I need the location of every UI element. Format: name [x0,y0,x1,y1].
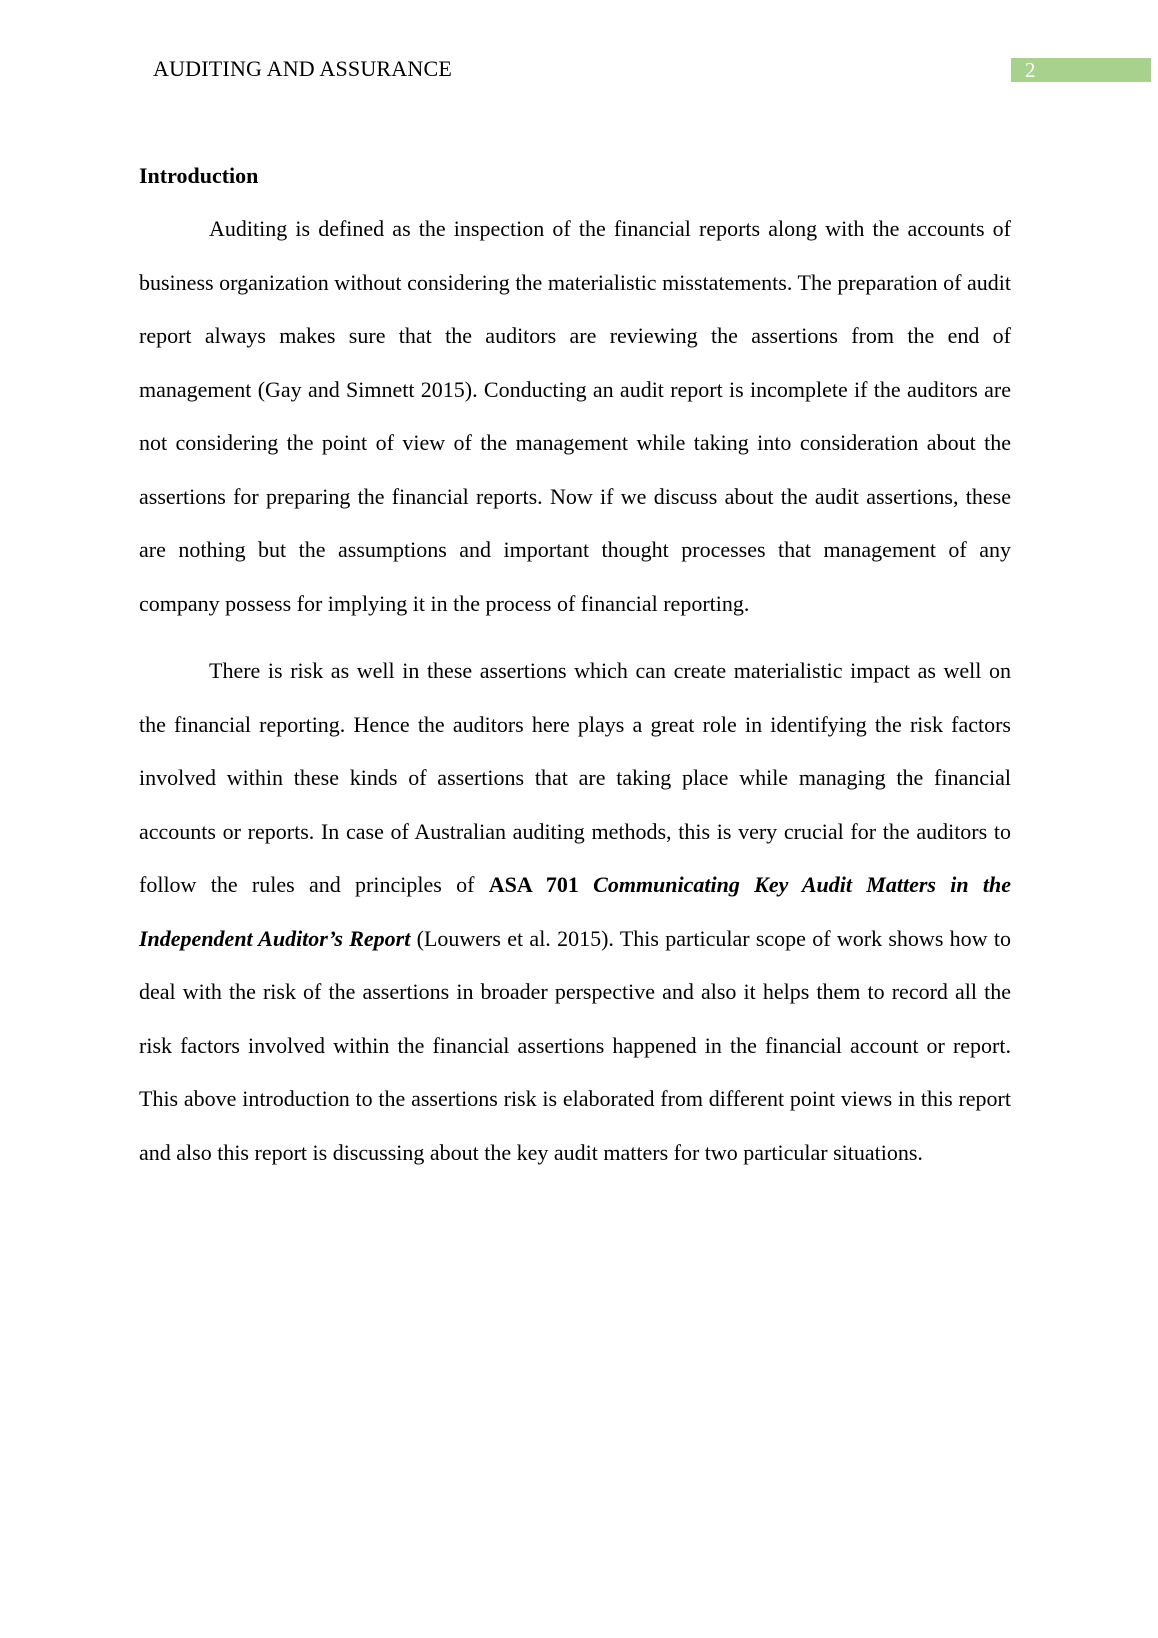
section-heading: Introduction [139,163,259,188]
document-body [139,160,1011,1193]
paragraph-2-text-end: (Louwers et al. 2015). This particular scope of work shows how to deal with the risk of the assertions in broader perspective and also it helps them to record all the risk factors involved within the financial assertions happened in the financial account or report. This above introduction to the assertions risk is elaborated from different point views in this report and also this report is discussing about the key audit matters for two particular situations. [139,925,1011,1165]
running-head: AUDITING AND ASSURANCE [153,56,452,81]
paragraph-1: Auditing is defined as the inspection of the financial reports along with the accounts of business organization without considering the materialistic misstatements. The preparation of audit report always makes sure that the auditors are reviewing the assertions from the end of management (Gay and Simnett 2015). Conducting an audit report is incomplete if the auditors are not considering the point of view of the management while taking into consideration about the assertions for preparing the financial reports. Now if we discuss about the audit assertions, these are nothing but the assumptions and important thought processes that management of any company possess for implying it in the process of financial reporting. [139,216,1011,616]
standard-title: Communicating Key Audit Matters in the Independent Auditor’s Report [139,872,1012,951]
paragraph-2-text-start: There is risk as well in these assertions which can create materialistic impact as well on the financial reporting. Hence the auditors here plays a great role in identifying the risk factors involved within these kinds of assertions that are taking place while managing the financial accounts or reports. In case of Australian auditing methods, this is very crucial for the auditors to follow the rules and principles of [139,658,1011,897]
standard-code: ASA 701 [488,872,579,897]
paragraph-2 [139,644,1011,1179]
page-header [0,0,1158,100]
page-number: 2 [1011,58,1151,82]
